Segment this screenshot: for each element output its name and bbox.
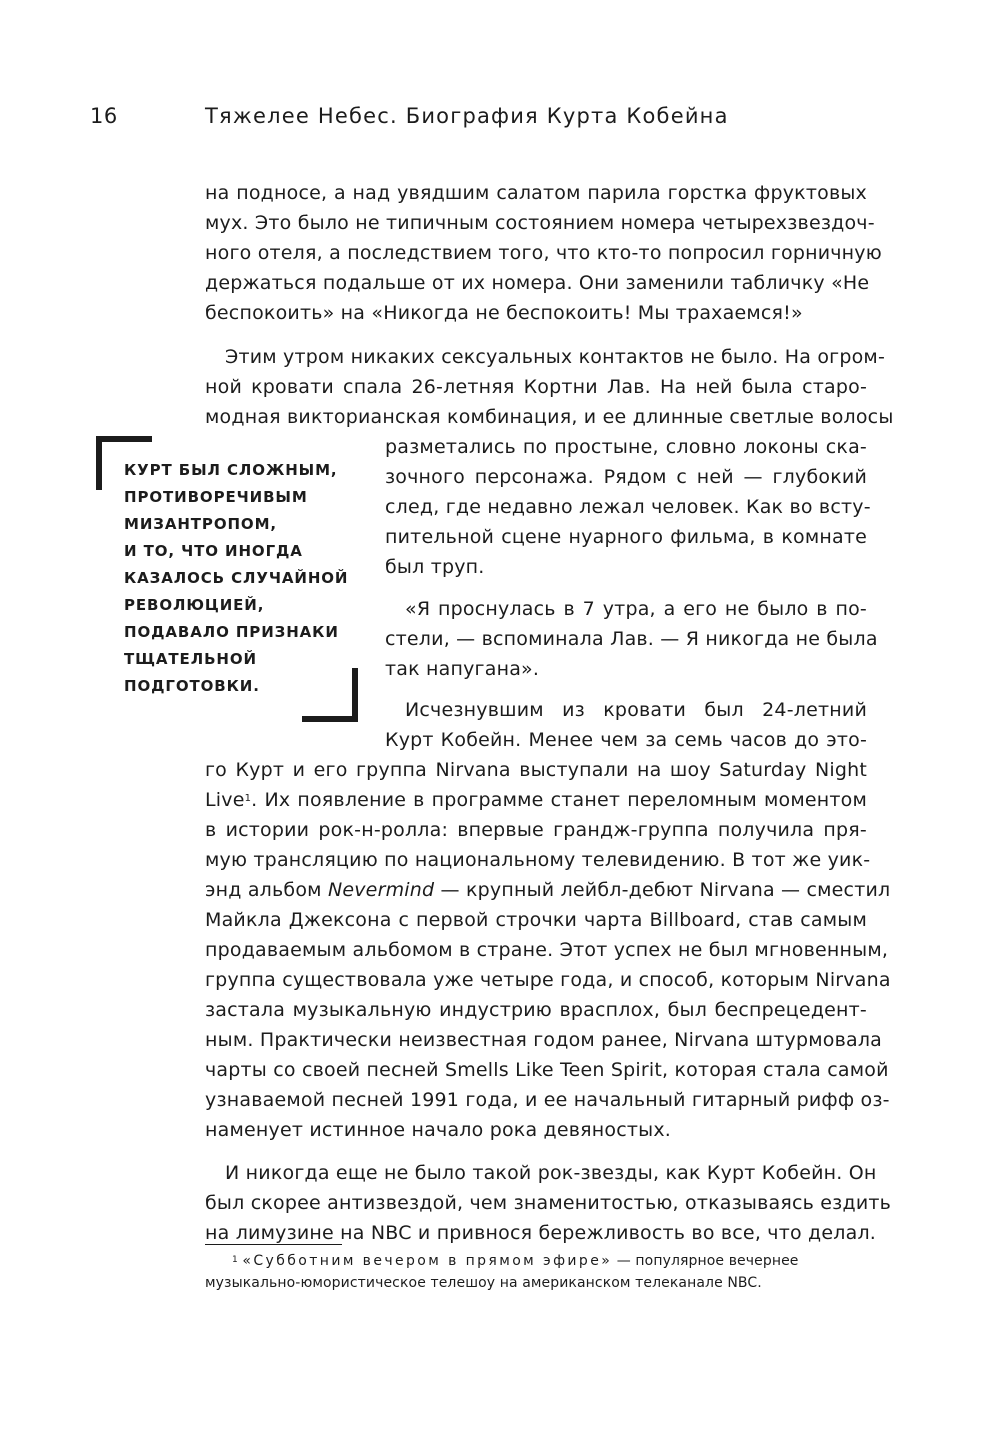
body-line: Курт Кобейн. Менее чем за семь часов до это- [385,729,867,751]
body-line: ной кровати спала 26-летняя Кортни Лав. На ней была старо- [205,376,867,398]
running-title: Тяжелее Небес. Биография Курта Кобейна [205,104,729,128]
body-line: Этим утром никаких сексуальных контактов не было. На огром- [225,346,886,368]
body-line: узнаваемой песней 1991 года, и ее начальный гитарный рифф оз- [205,1089,890,1111]
body-line: Майкла Джексона с первой строчки чарта Billboard, став самым [205,909,867,931]
pull-quote-line: ТЩАТЕЛЬНОЙ [124,650,257,668]
live-word: Live [205,789,245,811]
album-line-pre: энд альбом [205,879,328,901]
body-line [205,875,891,905]
body-line: Исчезнувшим из кровати был 24-летний [405,699,867,721]
body-line: был скорее антизвездой, чем знаменитостью, отказываясь ездить [205,1192,892,1214]
body-line: в истории рок-н-ролла: впервые грандж-группа получила пря- [205,819,867,841]
body-line: так напугана». [385,658,540,680]
body-line: пительной сцене нуарного фильма, в комнате [385,526,867,548]
pull-quote-line: И ТО, ЧТО ИНОГДА [124,542,303,560]
body-line: зочного персонажа. Рядом с ней — глубокий [385,466,867,488]
quote-bracket-top-left [96,436,102,490]
body-line: на подносе, а над увядшим салатом парила горстка фруктовых [205,182,867,204]
body-line: мую трансляцию по национальному телевидению. В тот же уик- [205,849,871,871]
pull-quote-line: МИЗАНТРОПОМ, [124,515,278,533]
body-line: ного отеля, а последствием того, что кто-то попросил горничную [205,242,882,264]
quote-bracket-bottom-right-bar [302,716,358,722]
pull-quote-line: КАЗАЛОСЬ СЛУЧАЙНОЙ [124,569,349,587]
body-line: продаваемым альбомом в стране. Этот успех не был мгновенным, [205,939,889,961]
quote-bracket-bottom-right [352,668,358,722]
footnote-line [232,1250,799,1272]
body-line: след, где недавно лежал человек. Как во всту- [385,496,871,518]
body-line: был труп. [385,556,485,578]
pull-quote-line: ПРОТИВОРЕЧИВЫМ [124,488,308,506]
body-line: на лимузине на NBC и привнося бережливость во все, что делал. [205,1222,877,1244]
body-line: группа существовала уже четыре года, и способ, которым Nirvana [205,969,891,991]
footnote-title: «Субботним вечером в прямом эфире» [242,1253,613,1269]
body-line: чарты со своей песней Smells Like Teen Spirit, которая стала самой [205,1059,889,1081]
body-line: «Я проснулась в 7 утра, а его не было в по- [405,598,867,620]
footnote-line: музыкально-юмористическое телешоу на американском телеканале NBC. [205,1275,762,1291]
body-line: держаться подальше от их номера. Они заменили табличку «Не [205,272,870,294]
album-title: Nevermind [327,879,435,901]
pull-quote-line: ПОДГОТОВКИ. [124,677,260,695]
footnote-rule [205,1244,342,1245]
pull-quote-line: КУРТ БЫЛ СЛОЖНЫМ, [124,461,338,479]
footnote-line1-rest: — популярное вечернее [612,1253,799,1269]
body-line: го Курт и его группа Nirvana выступали на шоу Saturday Night [205,759,867,781]
body-line: стели, — вспоминала Лав. — Я никогда не была [385,628,878,650]
pull-quote-line: РЕВОЛЮЦИЕЙ, [124,596,265,614]
body-line: застала музыкальную индустрию врасплох, был беспрецедент- [205,999,867,1021]
pull-quote-line: ПОДАВАЛО ПРИЗНАКИ [124,623,339,641]
body-line: И никогда еще не было такой рок-звезды, как Курт Кобейн. Он [225,1162,877,1184]
footnote-reference: 1 [244,793,252,804]
body-line: ным. Практически неизвестная годом ранее, Nirvana штурмовала [205,1029,883,1051]
body-line: беспокоить» на «Никогда не беспокоить! Мы трахаемся!» [205,302,803,324]
footnote-mark: 1 [232,1255,238,1265]
body-line: наменует истинное начало рока девяностых. [205,1119,672,1141]
album-line-post: — крупный лейбл-дебют Nirvana — сместил [434,879,891,901]
body-line: мух. Это было не типичным состоянием номера четырехзвездоч- [205,212,875,234]
body-line: разметались по простыне, словно локоны ска- [385,436,867,458]
live-line-rest: . Их появление в программе станет переломным моментом [251,789,867,811]
body-line: модная викторианская комбинация, и ее длинные светлые волосы [205,406,894,428]
body-line [205,785,867,815]
quote-bracket-top-left-bar [96,436,152,442]
page-number: 16 [90,104,118,128]
